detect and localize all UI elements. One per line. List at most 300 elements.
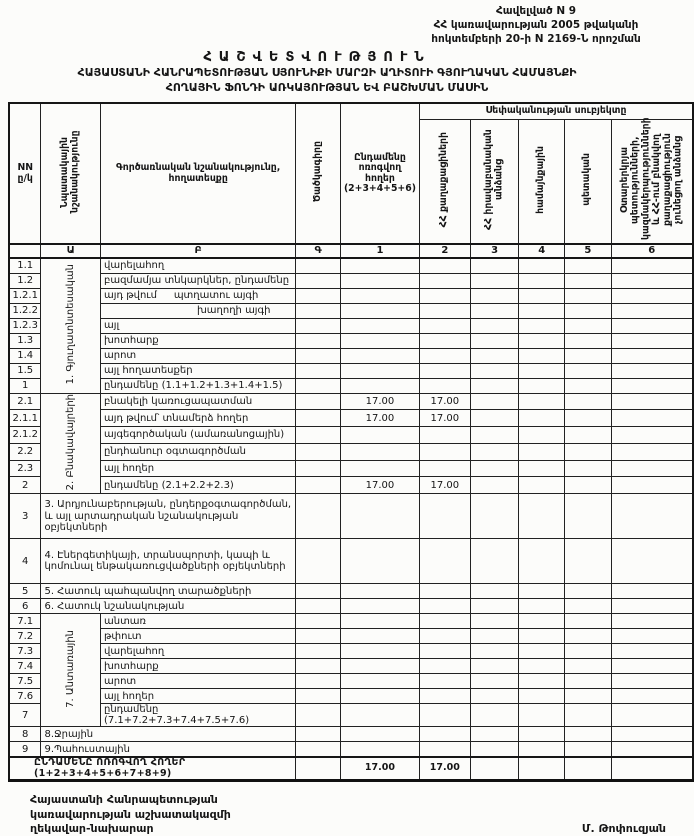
total-cell [340,273,419,288]
signatory-name: Մ. Թոփուզյան [581,821,666,835]
code-cell [296,460,341,477]
row-nn: 7.1 [9,614,41,629]
empty-cell [519,348,565,363]
row-label: արոտ [100,348,295,363]
empty-cell [519,757,565,781]
empty-cell [470,742,519,757]
table-row [9,494,693,539]
empty-cell [611,599,693,614]
empty-cell [519,427,565,444]
empty-cell [470,477,519,494]
table-row [9,584,693,599]
empty-cell [565,674,612,689]
total-cell: 17.00 [340,477,419,494]
empty-cell [565,727,612,742]
empty-cell [519,258,565,273]
empty-cell [470,318,519,333]
empty-cell [470,427,519,444]
index-cell: Բ [100,244,295,258]
signature-block [30,793,666,836]
code-cell [296,410,341,427]
empty-cell [519,443,565,460]
value-cell: 17.00 [419,477,470,494]
row-nn: 1.2.3 [9,318,41,333]
empty-cell [565,659,612,674]
code-cell [296,477,341,494]
total-cell [340,258,419,273]
empty-cell [419,303,470,318]
empty-cell [611,584,693,599]
empty-cell [519,704,565,727]
empty-cell [419,644,470,659]
row-label: 9.Պահուստային [41,742,296,757]
empty-cell [519,539,565,584]
empty-cell [419,427,470,444]
row-nn: 1.3 [9,333,41,348]
total-cell [340,689,419,704]
empty-cell [519,410,565,427]
empty-cell [519,599,565,614]
index-cell-blank [9,244,41,258]
empty-cell [565,742,612,757]
table-row [9,727,693,742]
row-label: այլ հողատեսքեր [100,363,295,378]
empty-cell [519,288,565,303]
table-row [9,427,693,444]
empty-cell [470,363,519,378]
row-nn: 2.1.1 [9,410,41,427]
table-row [9,644,693,659]
row-label: 3. Արդյունաբերության, ընդերքօգտագործման, և այլ արտադրական նշանակության օբյեկտների [41,494,296,539]
empty-cell [519,318,565,333]
empty-cell [470,378,519,393]
footer-line3: ղեկավար-նախարար [30,821,154,835]
empty-cell [419,539,470,584]
appendix-reference [386,5,686,47]
empty-cell [419,614,470,629]
row-nn: 6 [9,599,41,614]
grand-total-citizens: 17.00 [419,757,470,781]
empty-cell [419,629,470,644]
empty-cell [470,614,519,629]
empty-cell [611,659,693,674]
empty-cell [419,689,470,704]
empty-cell [419,727,470,742]
scanned-report-page [0,5,694,835]
index-cell: 3 [470,244,519,258]
value-cell: 17.00 [419,393,470,410]
code-cell [296,727,341,742]
total-cell [340,318,419,333]
total-cell [340,644,419,659]
empty-cell [419,443,470,460]
empty-cell [565,494,612,539]
empty-cell [565,273,612,288]
empty-cell [611,427,693,444]
row-label: այլ հողեր [100,689,295,704]
row-label: խաղողի այգի [100,303,295,318]
empty-cell [419,494,470,539]
signatory-position [30,793,231,836]
empty-cell [611,393,693,410]
empty-cell [519,477,565,494]
row-label: բազմամյա տնկարկներ, ընդամենը [100,273,295,288]
table-row [9,333,693,348]
empty-cell [519,494,565,539]
empty-cell [565,258,612,273]
table-row [9,689,693,704]
row-nn: 2.1 [9,393,41,410]
empty-cell [470,704,519,727]
col-header-state: պետական [565,119,612,244]
col-header-foreign: Օտարերկրյա պետությունների, կազմակերպությունների և ՀՀ-ում բնակվող քաղաքացիություն չունեցող անձանց [611,119,693,244]
empty-cell [470,584,519,599]
row-nn: 8 [9,727,41,742]
code-cell [296,363,341,378]
row-label: 6. Հատուկ նշանակության [41,599,296,614]
empty-cell [470,288,519,303]
row-nn: 7.5 [9,674,41,689]
empty-cell [419,318,470,333]
table-row [9,742,693,757]
empty-cell [470,494,519,539]
index-cell: 5 [565,244,612,258]
table-row [9,410,693,427]
row-nn: 1.5 [9,363,41,378]
empty-cell [519,333,565,348]
table-row [9,704,693,727]
table-row [9,599,693,614]
row-label: բնակելի կառուցապատման [100,393,295,410]
total-cell [340,348,419,363]
empty-cell [419,704,470,727]
col-header-ownership-group: Սեփականության սուբյեկտը [419,103,693,119]
empty-cell [611,410,693,427]
total-cell [340,584,419,599]
code-cell [296,742,341,757]
row-nn: 2.2 [9,443,41,460]
empty-cell [611,333,693,348]
empty-cell [470,258,519,273]
row-nn: 2 [9,477,41,494]
table-row [9,288,693,303]
col-header-nn: NN ը/կ [9,103,41,244]
empty-cell [470,659,519,674]
empty-cell [470,393,519,410]
empty-cell [611,273,693,288]
empty-cell [519,659,565,674]
col-header-code: Ծածկագիրը [296,103,341,244]
empty-cell [565,599,612,614]
code-cell [296,704,341,727]
table-row [9,674,693,689]
code-cell [296,333,341,348]
empty-cell [565,539,612,584]
code-cell [296,303,341,318]
empty-cell [519,460,565,477]
appendix-line2: ՀՀ կառավարության 2005 թվականի [433,18,639,31]
empty-cell [470,333,519,348]
empty-cell [419,378,470,393]
empty-cell [611,477,693,494]
code-cell [296,599,341,614]
group-label-agricultural: 1. Գյուղատնտեսական [41,258,101,393]
row-label: վարելահող [100,258,295,273]
code-cell [296,318,341,333]
empty-cell [519,674,565,689]
empty-cell [565,644,612,659]
table-row [9,363,693,378]
row-label: խոտհարք [100,659,295,674]
empty-cell [611,704,693,727]
table-row [9,303,693,318]
row-nn: 2.3 [9,460,41,477]
table-row [9,629,693,644]
total-cell: 17.00 [340,393,419,410]
empty-cell [419,659,470,674]
code-cell [296,494,341,539]
row-nn: 7.2 [9,629,41,644]
row-nn: 1.4 [9,348,41,363]
col-header-citizens: ՀՀ քաղաքացիների [419,119,470,244]
empty-cell [611,460,693,477]
row-label: այլ [100,318,295,333]
row-label: այդ թվում պտղատու այգի [100,288,295,303]
total-cell [340,363,419,378]
index-cell: Ա [41,244,101,258]
empty-cell [419,333,470,348]
empty-cell [565,477,612,494]
empty-cell [519,614,565,629]
empty-cell [611,378,693,393]
row-label: անտառ [100,614,295,629]
empty-cell [611,303,693,318]
row-label: ընդամենը (1.1+1.2+1.3+1.4+1.5) [100,378,295,393]
row-label: ընդհանուր օգտագործման [100,443,295,460]
empty-cell [519,273,565,288]
empty-cell [565,460,612,477]
row-nn: 1.2 [9,273,41,288]
total-cell [340,427,419,444]
row-nn: 3 [9,494,41,539]
land-fund-table [8,102,694,782]
row-label: այդ թվում՝ տնամերձ հողեր [100,410,295,427]
code-cell [296,614,341,629]
group-label-residential: 2. Բնակավայրերի [41,393,101,494]
code-cell [296,659,341,674]
empty-cell [565,443,612,460]
empty-cell [611,644,693,659]
total-cell [340,742,419,757]
empty-cell [565,318,612,333]
empty-cell [611,727,693,742]
empty-cell [565,757,612,781]
total-cell [340,460,419,477]
empty-cell [611,494,693,539]
total-cell [340,599,419,614]
code-cell [296,644,341,659]
table-row [9,443,693,460]
empty-cell [470,689,519,704]
table-row [9,273,693,288]
grand-total-value: 17.00 [340,757,419,781]
page-subtitle-line1: ՀԱՅԱՍՏԱՆԻ ՀԱՆՐԱՊԵՏՈՒԹՅԱՆ ՍՅՈՒՆԻՔԻ ՄԱՐԶԻ ԱՂԻՏՈՒԻ ԳՅՈՒՂԱԿԱՆ ՀԱՄԱՅՆՔԻ [77,65,577,79]
total-cell [340,378,419,393]
empty-cell [419,288,470,303]
table-row [9,539,693,584]
code-cell [296,584,341,599]
row-nn: 7 [9,704,41,727]
row-label: վարելահող [100,644,295,659]
page-title: ՀԱՇՎԵՏՎՈՒԹՅՈՒՆ [203,49,431,65]
row-label: ընդամենը (7.1+7.2+7.3+7.4+7.5+7.6) [100,704,295,727]
value-cell: 17.00 [419,410,470,427]
table-row [9,614,693,629]
code-cell [296,757,341,781]
col-header-legal-entities: ՀՀ իրավաբանական անձանց [470,119,519,244]
empty-cell [470,410,519,427]
code-cell [296,689,341,704]
empty-cell [470,460,519,477]
empty-cell [611,757,693,781]
table-row [9,378,693,393]
empty-cell [470,303,519,318]
empty-cell [565,348,612,363]
empty-cell [470,727,519,742]
row-nn: 7.6 [9,689,41,704]
empty-cell [565,614,612,629]
total-cell [340,629,419,644]
empty-cell [611,689,693,704]
empty-cell [519,303,565,318]
empty-cell [565,584,612,599]
row-label: ընդամենը (2.1+2.2+2.3) [100,477,295,494]
empty-cell [470,539,519,584]
code-cell [296,348,341,363]
empty-cell [470,273,519,288]
row-nn: 1.2.2 [9,303,41,318]
appendix-line3: հոկտեմբերի 20-ի N 2169-Ն որոշման [431,32,641,45]
total-cell: 17.00 [340,410,419,427]
index-cell: 1 [340,244,419,258]
table-row [9,258,693,273]
empty-cell [419,258,470,273]
row-nn: 1.1 [9,258,41,273]
empty-cell [565,363,612,378]
empty-cell [419,273,470,288]
footer-line1: Հայաստանի Հանրապետության [30,793,218,807]
empty-cell [470,629,519,644]
table-row [9,460,693,477]
row-nn: 2.1.2 [9,427,41,444]
row-label: 8.Ջրային [41,727,296,742]
table-row [9,318,693,333]
total-cell [340,659,419,674]
col-header-total: Ընդամենը ոռոգվող հողեր (2+3+4+5+6) [340,103,419,244]
empty-cell [611,318,693,333]
index-cell: 4 [519,244,565,258]
empty-cell [519,727,565,742]
empty-cell [519,584,565,599]
empty-cell [611,614,693,629]
empty-cell [611,363,693,378]
footer-line2: կառավարության աշխատակազմի [30,807,231,821]
row-label: թփուտ [100,629,295,644]
empty-cell [419,742,470,757]
column-index-row [9,244,693,258]
empty-cell [565,629,612,644]
empty-cell [565,410,612,427]
empty-cell [470,599,519,614]
col-header-functional: Գործառնական նշանակությունը, հողատեսքը [100,103,295,244]
empty-cell [565,704,612,727]
empty-cell [519,742,565,757]
total-cell [340,288,419,303]
col-header-community: համայնքային [519,119,565,244]
row-label: այլ հողեր [100,460,295,477]
empty-cell [611,742,693,757]
table-row [9,348,693,363]
table-row [9,393,693,410]
code-cell [296,258,341,273]
empty-cell [611,629,693,644]
total-cell [340,614,419,629]
table-header-row-top [9,103,693,119]
empty-cell [565,333,612,348]
total-cell [340,443,419,460]
total-cell [340,704,419,727]
empty-cell [565,689,612,704]
page-subtitle-line2: ՀՈՂԱՅԻՆ ՖՈՆԴԻ ԱՌԿԱՅՈՒԹՅԱՆ ԵՎ ԲԱՇԽՄԱՆ ՄԱՍԻՆ [165,80,489,94]
empty-cell [419,599,470,614]
row-nn: 1 [9,378,41,393]
total-cell [340,494,419,539]
row-nn: 1.2.1 [9,288,41,303]
empty-cell [419,460,470,477]
empty-cell [565,303,612,318]
empty-cell [611,539,693,584]
code-cell [296,273,341,288]
row-label: 5. Հատուկ պահպանվող տարածքների [41,584,296,599]
row-label: խոտհարք [100,333,295,348]
row-label: այգեգործական (ամառանոցային) [100,427,295,444]
total-cell [340,727,419,742]
empty-cell [611,288,693,303]
code-cell [296,443,341,460]
row-nn: 7.3 [9,644,41,659]
code-cell [296,288,341,303]
grand-total-label: ԸՆԴԱՄԵՆԸ ՈՌՈԳՎՈՂ ՀՈՂԵՐ (1+2+3+4+5+6+7+8+9) [9,757,296,781]
total-cell [340,333,419,348]
empty-cell [470,674,519,689]
empty-cell [519,629,565,644]
empty-cell [519,363,565,378]
empty-cell [565,288,612,303]
empty-cell [419,584,470,599]
empty-cell [519,378,565,393]
empty-cell [565,427,612,444]
empty-cell [611,258,693,273]
row-nn: 7.4 [9,659,41,674]
empty-cell [519,689,565,704]
grand-total-row [9,757,693,781]
code-cell [296,393,341,410]
table-row [9,659,693,674]
empty-cell [611,348,693,363]
total-cell [340,539,419,584]
empty-cell [611,674,693,689]
empty-cell [470,443,519,460]
